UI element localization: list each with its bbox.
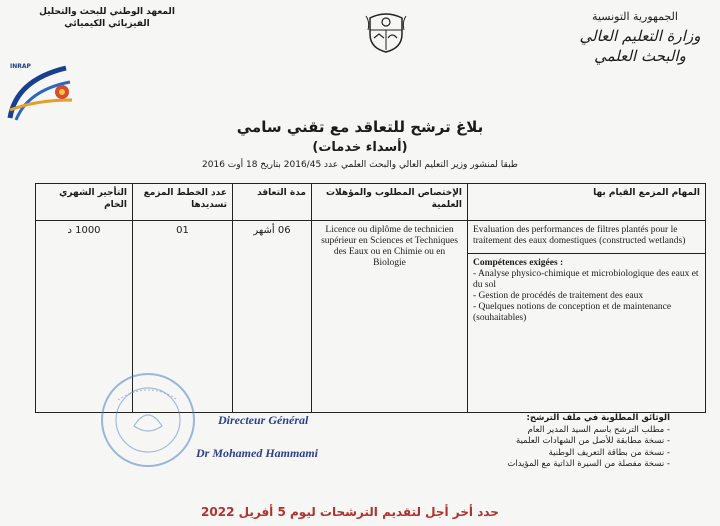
mission-divider bbox=[468, 253, 705, 254]
cell-specialty: Licence ou diplôme de technicien supérieur en Sciences et Techniques des Eaux ou en Chimie ou en Biologie bbox=[312, 221, 468, 413]
ministry-line-1: وزارة التعليم العالي bbox=[579, 27, 701, 45]
header-positions: عدد الخطط المزمع تسديدها bbox=[133, 184, 233, 221]
mission-description: Evaluation des performances de filtres plantés pour le traitement des eaux domestiques (constructed wetlands) bbox=[473, 225, 686, 246]
institute-line-2: الفيزيائي الكيميائي bbox=[64, 19, 150, 29]
director-title: Directeur Général bbox=[218, 413, 309, 427]
page-title: بلاغ ترشح للتعاقد مع تقني سامي bbox=[236, 118, 484, 136]
institute-name bbox=[32, 6, 182, 30]
institute-line-1: المعهد الوطني للبحث والتحليل bbox=[39, 7, 175, 17]
republic-name: الجمهورية التونسية bbox=[592, 10, 678, 23]
cell-positions: 01 bbox=[133, 221, 233, 413]
cell-missions bbox=[468, 221, 706, 413]
list-item: - مطلب الترشح باسم السيد المدير العام bbox=[430, 425, 670, 437]
page-subtitle: (أسداء خدمات) bbox=[312, 140, 408, 155]
header-salary: التأجير الشهري الخام bbox=[36, 184, 133, 221]
ministry-line-2: والبحث العلمي bbox=[594, 47, 686, 65]
competence-item: - Quelques notions de conception et de maintenance (souhaitables) bbox=[473, 302, 672, 323]
list-item: - نسخة مفصلة من السيرة الذاتية مع المؤيدات bbox=[430, 459, 670, 471]
legal-reference: طبقا لمنشور وزير التعليم العالي والبحث العلمي عدد 2016/45 بتاريخ 18 أوت 2016 bbox=[202, 160, 518, 170]
competences-title: Compétences exigées : bbox=[473, 258, 564, 268]
header-specialty: الإختصاص المطلوب والمؤهلات العلمية bbox=[312, 184, 468, 221]
cell-salary: 1000 د bbox=[36, 221, 133, 413]
header-duration: مدة التعاقد bbox=[233, 184, 312, 221]
required-documents bbox=[430, 413, 670, 471]
deadline-notice: حدد أخر أجل لتقديم الترشحات ليوم 5 أفريل 2022 bbox=[201, 505, 499, 519]
table-header-row bbox=[36, 184, 706, 221]
official-stamp-icon bbox=[98, 370, 198, 470]
cell-duration: 06 أشهر bbox=[233, 221, 312, 413]
inrap-logo-text: INRAP bbox=[10, 63, 31, 70]
list-item: - نسخة من بطاقة التعريف الوطنية bbox=[430, 448, 670, 460]
header-missions: المهام المزمع القيام بها bbox=[468, 184, 706, 221]
director-name: Dr Mohamed Hammami bbox=[196, 446, 319, 460]
list-item: - نسخة مطابقة للأصل من الشهادات العلمية bbox=[430, 436, 670, 448]
tunisia-emblem-icon bbox=[364, 8, 408, 54]
competence-item: - Analyse physico-chimique et microbiologique des eaux et du sol bbox=[473, 269, 699, 290]
ministry-name bbox=[560, 26, 720, 66]
competence-item: - Gestion de procédés de traitement des eaux bbox=[473, 291, 644, 301]
documents-title: الوثائق المطلوبة في ملف الترشح: bbox=[526, 413, 670, 423]
